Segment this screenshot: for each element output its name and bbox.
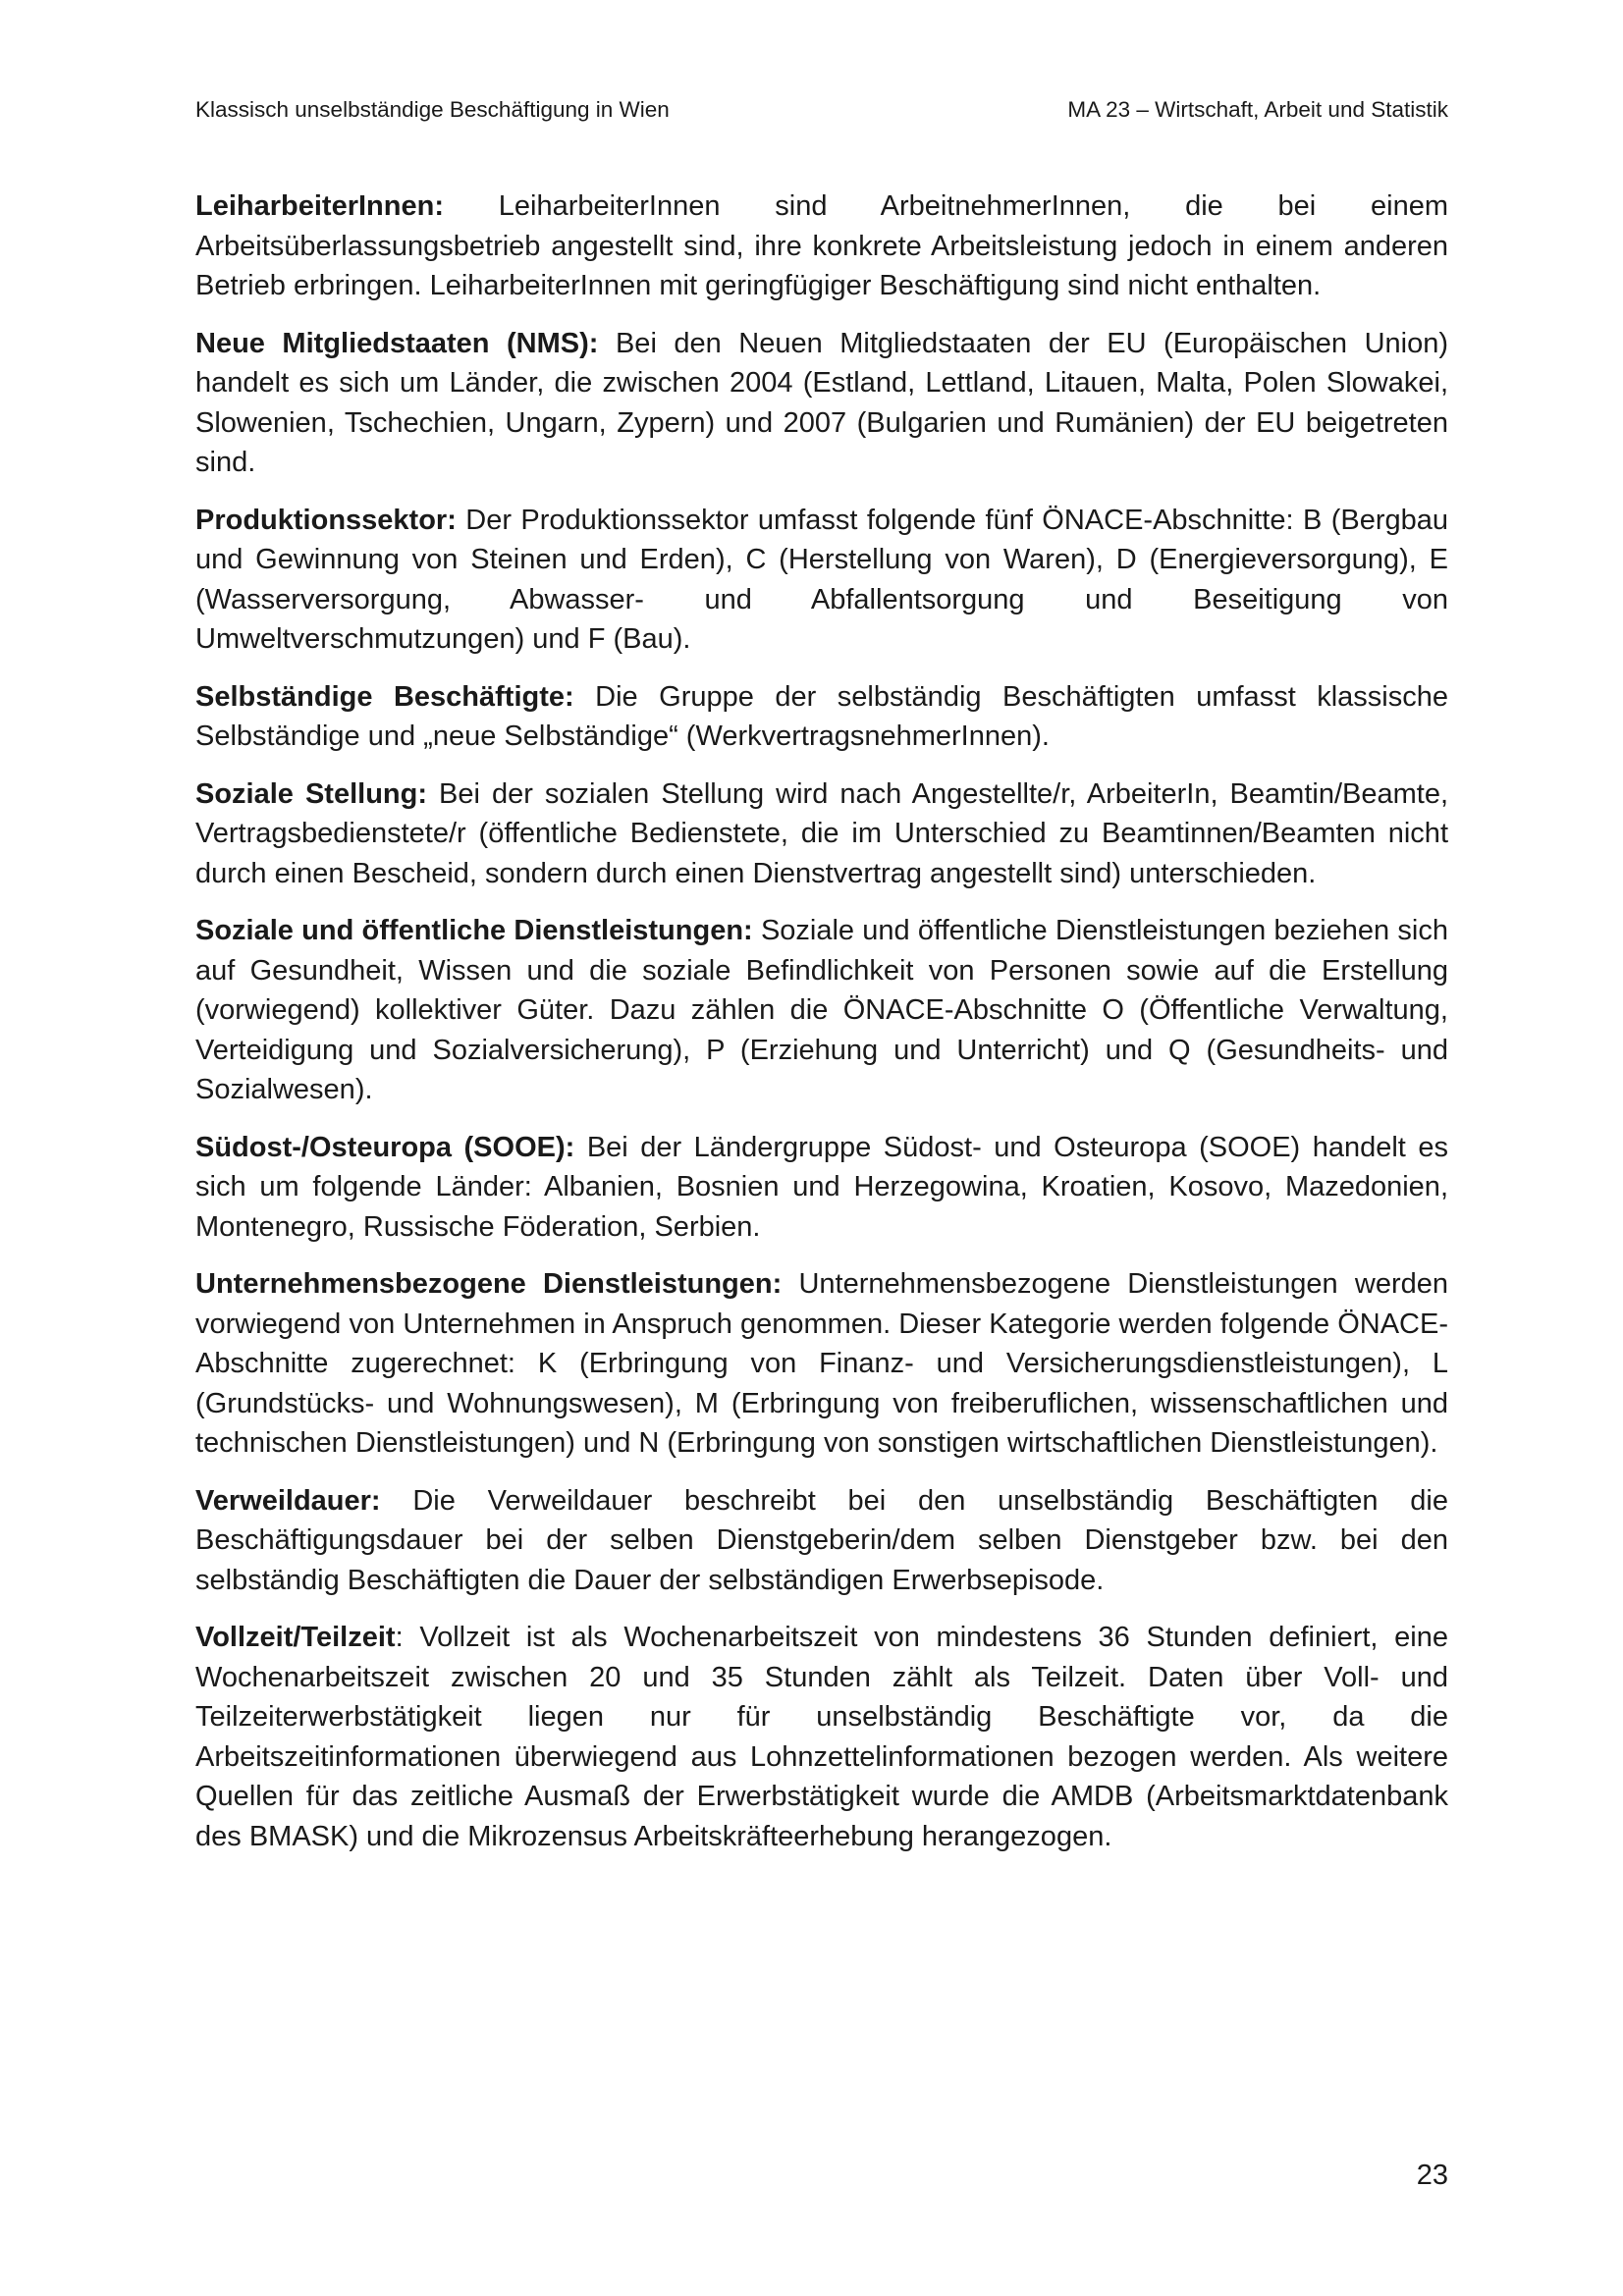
glossary-entry-unternehmensbezogene (195, 1264, 1448, 1464)
glossary-definition: Der Produktionssektor umfasst folgende fünf ÖNACE-Abschnitte: B (Bergbau und Gewinnung von Steinen und Erden), C (Herstellung von Waren), D (Energieversorgung), E (Wasserversorgung, Abwasser- und Abfallentsorgung und Beseitigung von Umweltverschmutzungen) und F (Bau). (195, 504, 1448, 655)
glossary-term: Soziale und öffentliche Dienstleistungen: (195, 915, 753, 946)
glossary-entry-selbstaendige (195, 677, 1448, 757)
glossary-term: Produktionssektor: (195, 504, 457, 536)
glossary-entry-produktionssektor (195, 501, 1448, 660)
glossary-definition: Die Gruppe der selbständig Beschäftigten umfasst klassische Selbständige und „neue Selbständige“ (WerkvertragsnehmerInnen). (195, 680, 1449, 752)
running-header-department: MA 23 – Wirtschaft, Arbeit und Statistik (1067, 97, 1448, 122)
running-header-title: Klassisch unselbständige Beschäftigung in Wien (195, 97, 670, 122)
glossary-entry-soziale-dienstleistungen (195, 911, 1448, 1110)
glossary-entry-sooe (195, 1128, 1448, 1248)
glossary-definition: Soziale und öffentliche Dienstleistungen beziehen sich auf Gesundheit, Wissen und die soziale Befindlichkeit von Personen sowie auf die Erstellung (vorwiegend) kollektiver Güter. Dazu zählen die ÖNACE-Abschnitte O (Öffentliche Verwaltung, Verteidigung und Sozialversicherung), P (Erziehung und Unterricht) und Q (Gesundheits- und Sozialwesen). (195, 915, 1448, 1105)
glossary-entry-leiharbeiterinnen (195, 187, 1448, 306)
glossary-entry-soziale-stellung (195, 774, 1448, 894)
glossary-definition: : Vollzeit ist als Wochenarbeitszeit von mindestens 36 Stunden definiert, eine Wochenarbeitszeit zwischen 20 und 35 Stunden zählt als Teilzeit. Daten über Voll- und Teilzeiterwerbstätigkeit liegen nur für unselbständig Beschäftigte vor, da die Arbeitszeitinformationen überwiegend aus Lohnzettelinformationen bezogen werden. Als weitere Quellen für das zeitliche Ausmaß der Erwerbstätigkeit wurde die AMDB (Arbeitsmarktdatenbank des BMASK) und die Mikrozensus Arbeitskräfteerhebung herangezogen. (195, 1622, 1448, 1852)
glossary-definition: Bei den Neuen Mitgliedstaaten der EU (Europäischen Union) handelt es sich um Länder, die zwischen 2004 (Estland, Lettland, Litauen, Malta, Polen Slowakei, Slowenien, Tschechien, Ungarn, Zypern) und 2007 (Bulgarien und Rumänien) der EU beigetreten sind. (195, 327, 1448, 478)
glossary-definition: Die Verweildauer beschreibt bei den unselbständig Beschäftigten die Beschäftigungsdauer bei der selben Dienstgeberin/dem selben Dienstgeber bzw. bei den selbständig Beschäftigten die Dauer der selbständigen Erwerbsepisode. (195, 1484, 1448, 1596)
glossary-term: Selbständige Beschäftigte: (195, 680, 574, 713)
glossary-entry-vollzeit-teilzeit (195, 1618, 1448, 1856)
page-number: 23 (1416, 2160, 1448, 2191)
glossary-term: Verweildauer: (195, 1484, 381, 1517)
glossary-definition: Unternehmensbezogene Dienstleistungen werden vorwiegend von Unternehmen in Anspruch genommen. Dieser Kategorie werden folgende ÖNACE-Abschnitte zugerechnet: K (Erbringung von Finanz- und Versicherungsdienstleistungen), L (Grundstücks- und Wohnungswesen), M (Erbringung von freiberuflichen, wissenschaftlichen und technischen Dienstleistungen) und N (Erbringung von sonstigen wirtschaftlichen Dienstleistungen). (195, 1268, 1448, 1459)
glossary-term: Soziale Stellung: (195, 777, 427, 810)
glossary-definition: Bei der sozialen Stellung wird nach Angestellte/r, ArbeiterIn, Beamtin/Beamte, Vertragsbedienstete/r (öffentliche Bedienstete, die im Unterschied zu Beamtinnen/Beamten nicht durch einen Bescheid, sondern durch einen Dienstvertrag angestellt sind) unterschieden. (195, 777, 1448, 889)
glossary-definition: Bei der Ländergruppe Südost- und Osteuropa (SOOE) handelt es sich um folgende Länder: Albanien, Bosnien und Herzegowina, Kroatien, Kosovo, Mazedonien, Montenegro, Russische Föderation, Serbien. (195, 1131, 1448, 1243)
glossary-term: Vollzeit/Teilzeit (195, 1622, 396, 1653)
glossary-term: LeiharbeiterInnen: (195, 190, 444, 222)
glossary-entry-nms (195, 324, 1448, 483)
glossary-term: Neue Mitgliedstaaten (NMS): (195, 327, 599, 359)
glossary-body (195, 187, 1448, 1874)
glossary-definition: LeiharbeiterInnen sind ArbeitnehmerInnen, die bei einem Arbeitsüberlassungsbetrieb angestellt sind, ihre konkrete Arbeitsleistung jedoch in einem anderen Betrieb erbringen. LeiharbeiterInnen mit geringfügiger Beschäftigung sind nicht enthalten. (195, 190, 1448, 301)
glossary-term: Südost-/Osteuropa (SOOE): (195, 1131, 575, 1163)
glossary-entry-verweildauer (195, 1481, 1448, 1601)
glossary-term: Unternehmensbezogene Dienstleistungen: (195, 1268, 783, 1300)
